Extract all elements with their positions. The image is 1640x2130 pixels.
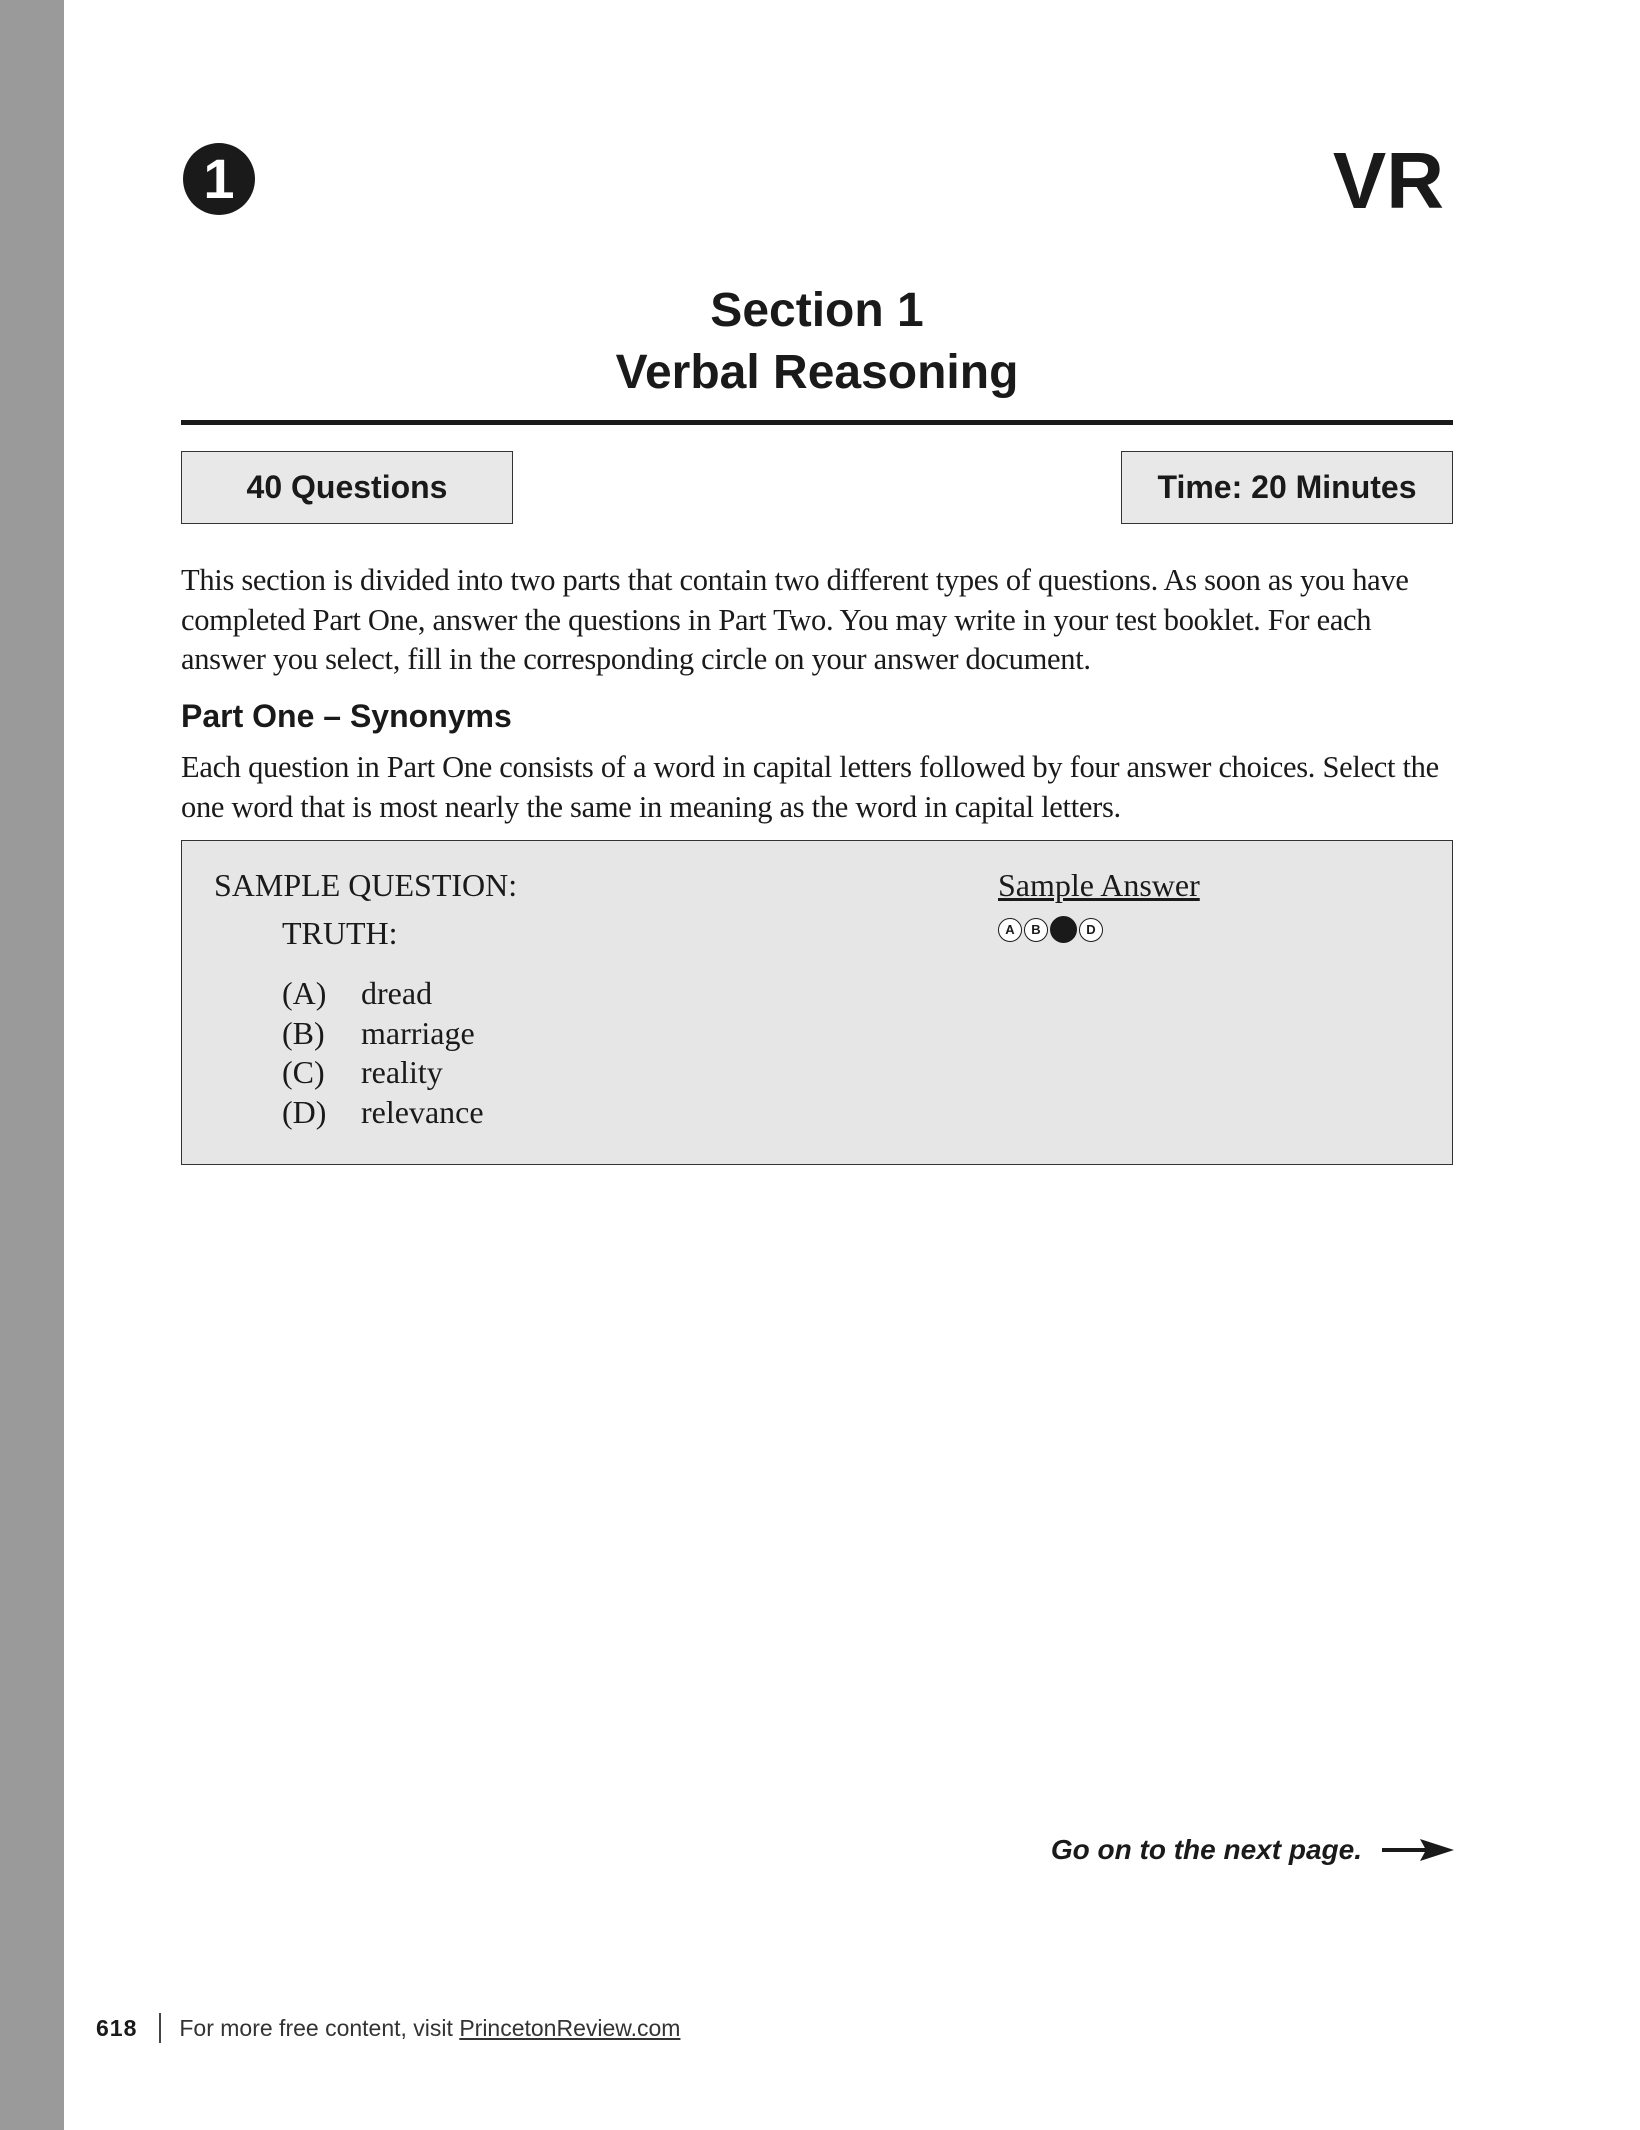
choice-letter: (D) [282,1093,327,1130]
choice-text: marriage [361,1014,475,1051]
bubble-b: B [1024,918,1048,942]
page-number: 618 [96,2014,138,2041]
arrow-right-icon [1382,1839,1454,1861]
choice-letter: (B) [282,1014,325,1051]
time-limit-box: Time: 20 Minutes [1121,451,1453,524]
choice-text: reality [361,1054,443,1090]
footer-divider [159,2013,161,2043]
bubble-c-filled [1050,916,1077,943]
choice-letter: (A) [282,975,327,1011]
choice-letter: (C) [282,1054,325,1090]
bubble-a: A [998,918,1022,942]
sample-question-label: SAMPLE QUESTION: [214,867,518,903]
sample-answer-label: Sample Answer [998,867,1200,903]
sample-question-word: TRUTH: [282,915,398,951]
answer-choice [282,1093,484,1133]
answer-bubbles [998,916,1103,943]
next-page-text: Go on to the next page. [1050,1834,1362,1865]
part-one-heading: Part One – Synonyms [181,698,512,734]
footer-promo: For more free content, visit [179,2014,460,2041]
part-one-directions: Each question in Part One consists of a word in capital letters followed by four answer choices. Select the one word that is most nearly the same in meaning as the word in capital letters. [181,750,1439,824]
choice-text: relevance [361,1093,484,1130]
title-line-2: Verbal Reasoning [615,346,1019,399]
section-number: 1 [203,147,235,210]
answer-choices [282,974,484,1132]
question-count-box: 40 Questions [181,451,513,524]
section-code: VR [1332,136,1444,225]
page-title [181,280,1453,404]
page-edge-bar [0,0,64,2130]
answer-choice [282,1014,484,1054]
sample-question-box [181,840,1453,1165]
footer-text [179,2015,680,2042]
section-number-badge [183,143,255,215]
bubble-d: D [1079,918,1103,942]
title-divider [181,420,1453,425]
page-footer [96,2013,680,2043]
choice-text: dread [361,975,433,1011]
answer-choice [282,974,484,1014]
princeton-review-link[interactable]: PrincetonReview.com [459,2014,681,2041]
title-line-1: Section 1 [710,284,924,337]
answer-choice [282,1053,484,1093]
intro-paragraph: This section is divided into two parts that contain two different types of questions. As soon as you have completed Part One, answer the questions in Part Two. You may write in your test booklet. For each answer you select, fill in the corresponding circle on your answer document. [181,563,1409,676]
